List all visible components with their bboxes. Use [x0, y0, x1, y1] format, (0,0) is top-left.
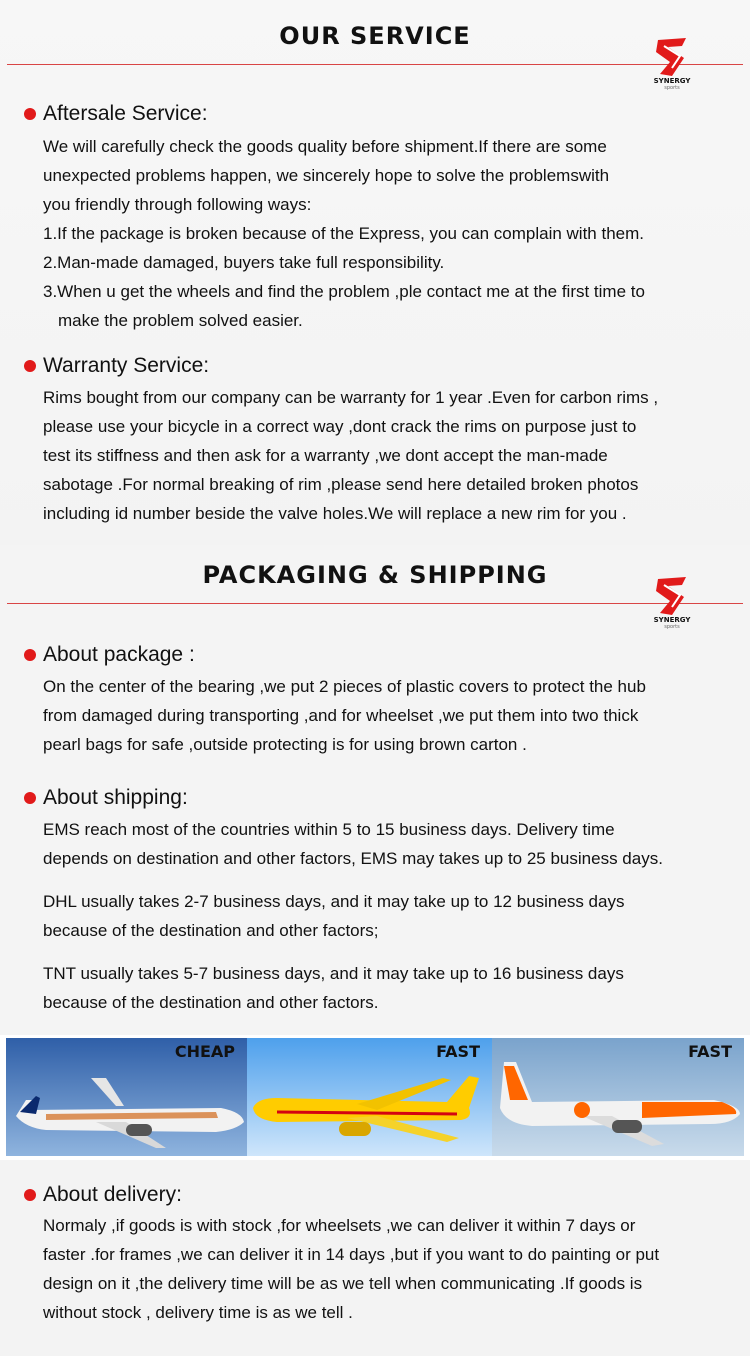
- tnt-banner: [492, 1038, 744, 1156]
- ems-banner: [6, 1038, 247, 1156]
- synergy-logo: [650, 34, 694, 91]
- dhl-banner: [247, 1038, 492, 1156]
- package-body: [43, 672, 743, 759]
- shipping-heading: PACKAGING & SHIPPING: [202, 561, 548, 589]
- bullet-icon: [24, 649, 36, 661]
- aftersale-line: you friendly through following ways:: [43, 195, 312, 214]
- ems-line: depends on destination and other factors, EMS may takes up to 25 business days.: [43, 849, 663, 868]
- dhl-line: DHL usually takes 2-7 business days, and it may take up to 12 business days: [43, 892, 625, 911]
- tnt-paragraph: [43, 959, 743, 1017]
- synergy-logo: [650, 573, 694, 630]
- ems-label: CHEAP: [174, 1042, 235, 1061]
- delivery-title: [24, 1183, 182, 1207]
- synergy-s-icon: [650, 34, 694, 78]
- synergy-s-icon: [650, 573, 694, 617]
- aftersale-line: make the problem solved easier.: [58, 311, 303, 330]
- aftersale-line: We will carefully check the goods quality before shipment.If there are some: [43, 137, 607, 156]
- tnt-line: because of the destination and other factors.: [43, 993, 379, 1012]
- aftersale-line: 3.When u get the wheels and find the problem ,ple contact me at the first time to: [43, 282, 645, 301]
- warranty-line: please use your bicycle in a correct way ,dont crack the rims on purpose just to: [43, 417, 637, 436]
- warranty-line: including id number beside the valve holes.We will replace a new rim for you .: [43, 504, 627, 523]
- tnt-line: TNT usually takes 5-7 business days, and it may take up to 16 business days: [43, 964, 624, 983]
- logo-text: SYNERGY: [653, 616, 691, 624]
- package-line: pearl bags for safe ,outside protecting is for using brown carton .: [43, 735, 527, 754]
- logo-subtext: sports: [664, 85, 680, 91]
- delivery-line: Normaly ,if goods is with stock ,for wheelsets ,we can deliver it within 7 days or: [43, 1216, 636, 1235]
- bullet-icon: [24, 360, 36, 372]
- service-heading: OUR SERVICE: [279, 22, 471, 50]
- delivery-line: design on it ,the delivery time will be as we tell when communicating .If goods is: [43, 1274, 643, 1293]
- warranty-line: sabotage .For normal breaking of rim ,please send here detailed broken photos: [43, 475, 639, 494]
- package-title: [24, 643, 195, 667]
- shipping-title: [24, 786, 188, 810]
- dhl-line: because of the destination and other factors;: [43, 921, 379, 940]
- aftersale-body: [43, 132, 743, 335]
- delivery-line: faster .for frames ,we can deliver it in 14 days ,but if you want to do painting or put: [43, 1245, 660, 1264]
- delivery-body: [43, 1211, 743, 1327]
- delivery-title-text: About delivery:: [43, 1183, 182, 1206]
- warranty-line: Rims bought from our company can be warranty for 1 year .Even for carbon rims ,: [43, 388, 659, 407]
- service-divider: [7, 64, 743, 65]
- dhl-paragraph: [43, 887, 743, 945]
- shipping-divider: [7, 603, 743, 604]
- aftersale-title-text: Aftersale Service:: [43, 102, 208, 125]
- package-line: from damaged during transporting ,and for wheelset ,we put them into two thick: [43, 706, 639, 725]
- dhl-label: FAST: [436, 1042, 480, 1061]
- shipping-title-text: About shipping:: [43, 786, 188, 809]
- warranty-title-text: Warranty Service:: [43, 354, 210, 377]
- logo-subtext: sports: [664, 624, 680, 630]
- aftersale-line: unexpected problems happen, we sincerely hope to solve the problemswith: [43, 166, 610, 185]
- aftersale-title: [24, 102, 208, 126]
- bullet-icon: [24, 1189, 36, 1201]
- bullet-icon: [24, 108, 36, 120]
- bullet-icon: [24, 792, 36, 804]
- ems-paragraph: [43, 815, 743, 873]
- package-line: On the center of the bearing ,we put 2 pieces of plastic covers to protect the hub: [43, 677, 646, 696]
- aftersale-line: 1.If the package is broken because of the Express, you can complain with them.: [43, 224, 645, 243]
- warranty-title: [24, 354, 209, 378]
- warranty-body: [43, 383, 743, 528]
- tnt-label: FAST: [688, 1042, 732, 1061]
- logo-text: SYNERGY: [653, 77, 691, 85]
- warranty-line: test its stiffness and then ask for a warranty ,we dont accept the man-made: [43, 446, 608, 465]
- package-title-text: About package :: [43, 643, 195, 666]
- aftersale-line: 2.Man-made damaged, buyers take full responsibility.: [43, 253, 445, 272]
- delivery-line: without stock , delivery time is as we tell .: [43, 1303, 353, 1322]
- ems-line: EMS reach most of the countries within 5 to 15 business days. Delivery time: [43, 820, 615, 839]
